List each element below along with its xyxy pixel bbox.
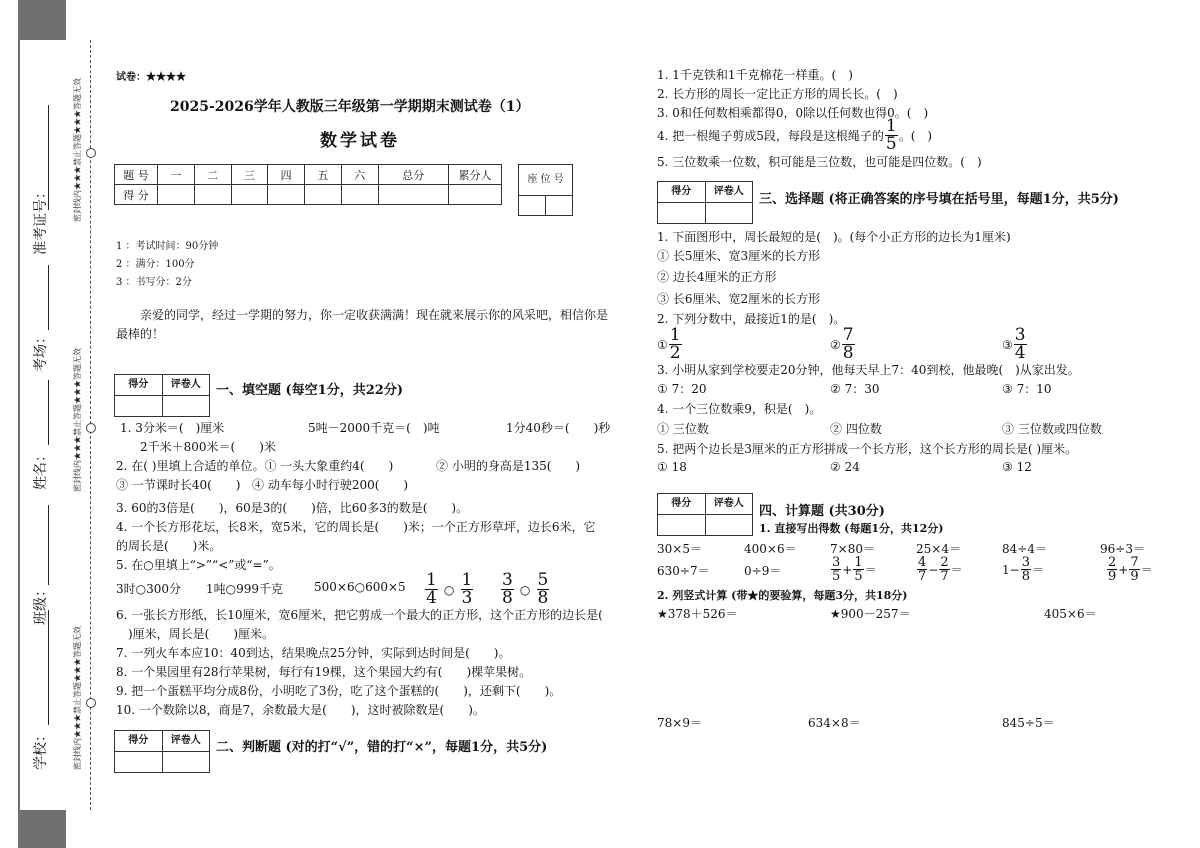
q3-2: 2. 下列分数中，最接近1的是( )。 [657,312,846,326]
q1-5d: $\frac{1}{4}$ ○ $\frac{1}{3}$ [426,570,473,608]
q2-3: 3. 0和任何数相乘都得0，0除以任何数也得0。( ) [657,106,929,120]
secret-level: 试卷：★★★★ [116,72,186,83]
exam-room-label: 考场： [33,330,49,372]
score-cell[interactable] [449,185,502,205]
grader-reviewer-label: 评卷人 [162,731,210,751]
q1-2a: 2. 在( )里填上合适的单位。① 一头大象重约4( ) [116,459,394,473]
q1-4a: 4. 一个长方形花坛，长8米，宽5米，它的周长是( )米；一个正方形草坪，边长6米，它 [116,520,596,534]
score-header: 五 [305,165,342,185]
q3-5: 5. 把两个边长是3厘米的正方形拼成一个长方形，这个长方形的周长是( )厘米。 [657,442,1078,456]
admission-number-label: 准考证号： [33,185,49,255]
fraction: $\frac{7}{8}$ [842,325,854,363]
score-cell[interactable] [305,185,342,205]
grader-box [114,730,210,773]
calc-item: 25×4＝ [916,542,961,556]
q3-3-option-3: ③ 7：10 [1002,382,1052,396]
grader-reviewer-label: 评卷人 [705,494,753,514]
fraction: $\frac{3}{8}$ [502,570,513,608]
q3-3: 3. 小明从家到学校要走20分钟，他每天早上7：40到校，他最晚( )从家出发。 [657,363,1080,377]
fraction: $\frac{1}{4}$ [426,570,437,608]
seal-hole [86,698,96,708]
grader-reviewer-cell[interactable] [162,752,210,772]
calc-fraction-item: $\frac{3}{5}$ + $\frac{1}{5}$ ＝ [832,555,877,584]
seal-hole [86,423,96,433]
fraction: $\frac{2}{9}$ [1108,555,1117,584]
seal-hole [86,148,96,158]
fraction: $\frac{3}{8}$ [1021,555,1030,584]
score-cell[interactable] [378,185,449,205]
calc-item: 630÷7＝ [657,564,710,578]
q1-3: 3. 60的3倍是( )，60是3的( )倍，比60多3的数是( )。 [116,501,469,515]
exam-subtitle: 数学试卷 [320,131,400,151]
grader-score-label: 得分 [671,498,692,509]
seat-cell[interactable] [545,196,572,216]
q3-4-option-3: ③ 三位数或四位数 [1002,422,1102,436]
q1-7: 7. 一列火车本应10：40到达，结果晚点25分钟，实际到达时间是( )。 [116,646,511,660]
calc-item: 7×80＝ [830,542,875,556]
q3-4: 4. 一个三位数乘9，积是( )。 [657,402,822,416]
grader-score-cell[interactable] [115,752,162,772]
q1-10: 10. 一个数除以8，商是7，余数最大是( )，这时被除数是( )。 [116,703,485,717]
score-header: 累分人 [449,165,502,185]
vertical-calc-item: 78×9＝ [657,716,702,730]
q3-2-option-1: ① $\frac{1}{2}$ [657,325,681,363]
vertical-calc-item: 405×6＝ [1044,607,1097,621]
q1-5: 5. 在○里填上“>”“<”或“=”。 [116,558,281,572]
grader-score-label: 得分 [128,379,149,390]
grader-reviewer-label: 评卷人 [705,182,753,202]
section3-heading: 三、选择题 (将正确答案的序号填在括号里，每题1分，共5分) [759,192,1119,207]
fraction: $\frac{1}{5}$ [854,555,863,584]
grader-reviewer-cell[interactable] [705,203,753,223]
calc-item: 30×5＝ [657,542,702,556]
note-writing: 3 ：书写分：2分 [116,277,192,288]
q3-1-option-1: ① 长5厘米、宽3厘米的长方形 [657,249,821,263]
seal-warning: 密封线内★★★禁止答题★★★答题无效 [73,78,82,222]
calc-fraction-item: $\frac{2}{9}$ + $\frac{7}{9}$ ＝ [1108,555,1153,584]
seat-cell[interactable] [519,196,546,216]
fraction: $\frac{1}{5}$ [885,116,897,154]
note-full-score: 2 ：满分：100分 [116,259,195,270]
grader-box [657,181,753,224]
q3-4-option-1: ① 三位数 [657,422,709,436]
name-line [48,380,49,445]
q1-2c: ③ 一节课时长40( ) [116,478,241,492]
calc-item: 84÷4＝ [1002,542,1047,556]
score-header: 六 [341,165,378,185]
fraction: $\frac{3}{5}$ [832,555,841,584]
q1-1b: 5吨－2000千克＝( )吨 [308,421,440,435]
score-header: 四 [268,165,305,185]
fraction: $\frac{7}{9}$ [1130,555,1139,584]
school-label: 学校： [33,728,49,770]
seal-warning: 密封线内★★★禁止答题★★★答题无效 [73,348,82,492]
fraction: $\frac{1}{3}$ [461,570,473,608]
calc-item: 400×6＝ [744,542,797,556]
grader-score-label: 得分 [671,186,692,197]
q3-1-option-2: ② 边长4厘米的正方形 [657,270,777,284]
score-header: 三 [231,165,268,185]
q1-4b: 的周长是( )米。 [116,539,222,553]
grader-reviewer-cell[interactable] [705,515,753,535]
q3-4-option-2: ② 四位数 [830,422,882,436]
q1-6a: 6. 一张长方形纸，长10厘米，宽6厘米，把它剪成一个最大的正方形，这个正方形的边长是( [116,608,603,622]
section1-heading: 一、填空题 (每空1分，共22分) [216,383,403,398]
score-header: 题 号 [115,165,158,185]
vertical-calc-item: ★900－257＝ [830,607,911,621]
q2-4: 4. 把一根绳子剪成5段，每段是这根绳子的 $\frac{1}{5}$ 。( ) [657,116,933,154]
score-table [114,164,502,205]
grader-box [114,374,210,417]
name-label: 姓名： [33,448,49,490]
calc-fraction-item: $\frac{4}{7}$ − $\frac{2}{7}$ ＝ [918,555,963,584]
q3-5-option-2: ② 24 [830,460,860,474]
fraction: $\frac{5}{8}$ [537,570,549,608]
q1-2d: ④ 动车每小时行驶200( ) [252,478,409,492]
binding-strip-inner [20,40,66,810]
q1-6b: )厘米，周长是( )厘米。 [128,627,275,641]
seat-table [518,164,573,216]
vertical-calc-item: 845÷5＝ [1002,716,1055,730]
fraction: $\frac{2}{7}$ [940,555,949,584]
q3-3-option-1: ① 7：20 [657,382,707,396]
calc-item: 96÷3＝ [1100,542,1145,556]
grader-score-cell[interactable] [658,515,705,535]
score-row-label: 得 分 [115,185,158,205]
grader-box [657,493,753,536]
school-line [48,610,49,725]
grader-score-cell[interactable] [115,396,162,416]
q3-1-option-3: ③ 长6厘米、宽2厘米的长方形 [657,292,821,306]
q1-8: 8. 一个果园里有28行苹果树，每行有19棵，这个果园大约有( )棵苹果树。 [116,665,532,679]
q2-2: 2. 长方形的周长一定比正方形的周长长。( ) [657,87,898,101]
fraction: $\frac{1}{2}$ [669,325,681,363]
fraction: $\frac{4}{7}$ [918,555,927,584]
section4-sub1: 1. 直接写出得数 (每题1分，共12分) [759,522,944,535]
seat-label: 座 位 号 [519,165,573,196]
section2-heading: 二、判断题 (对的打“√”，错的打“×”，每题1分，共5分) [216,740,548,755]
calc-fraction-item: 1− $\frac{3}{8}$ ＝ [1002,555,1044,584]
q1-1a: 1. 3分米＝( )厘米 [120,421,225,435]
score-cell[interactable] [268,185,305,205]
score-cell[interactable] [194,185,231,205]
q3-2-option-3: ③ $\frac{3}{4}$ [1002,325,1026,363]
q1-2b: ② 小明的身高是135( ) [436,459,581,473]
calc-item: 0÷9＝ [744,564,782,578]
intro-line-2: 最棒的！ [116,327,165,341]
score-header: 一 [158,165,195,185]
exam-title: 2025-2026学年人教版三年级第一学期期末测试卷（1） [170,99,530,115]
q1-5c: 500×6○600×5 [314,580,406,594]
q1-5a: 3时○300分 [116,582,182,596]
grader-score-label: 得分 [128,735,149,746]
note-time: 1 ：考试时间：90分钟 [116,241,219,252]
score-cell[interactable] [341,185,378,205]
exam-room-line [48,265,49,330]
admission-number-line [48,105,49,210]
q1-9: 9. 把一个蛋糕平均分成8份，小明吃了3份，吃了这个蛋糕的( )，还剩下( )。 [116,684,562,698]
score-header: 总分 [378,165,449,185]
q3-5-option-1: ① 18 [657,460,687,474]
q3-3-option-2: ② 7：30 [830,382,880,396]
score-cell[interactable] [231,185,268,205]
q1-5e: $\frac{3}{8}$ ○ $\frac{5}{8}$ [502,570,549,608]
vertical-calc-item: 634×8＝ [808,716,861,730]
q3-2-option-2: ② $\frac{7}{8}$ [830,325,854,363]
q1-1d: 2千米＋800米＝( )米 [140,440,276,454]
intro-line-1: 亲爱的同学，经过一学期的努力，你一定收获满满！现在就来展示你的风采吧，相信你是 [140,308,609,322]
q3-1: 1. 下面图形中，周长最短的是( )。(每个小正方形的边长为1厘米) [657,230,1011,244]
section4-sub2: 2. 列竖式计算 (带★的要验算，每题3分，共18分) [657,589,908,602]
vertical-calc-item: ★378＋526＝ [657,607,738,621]
fraction: $\frac{3}{4}$ [1014,325,1026,363]
section4-heading: 四、计算题 (共30分) [759,504,885,519]
score-header: 二 [194,165,231,185]
score-cell[interactable] [158,185,195,205]
q2-5: 5. 三位数乘一位数，积可能是三位数，也可能是四位数。( ) [657,155,982,169]
q1-1c: 1分40秒＝( )秒 [506,421,611,435]
class-line [48,505,49,585]
q2-1: 1. 1千克铁和1千克棉花一样重。( ) [657,68,853,82]
grader-reviewer-cell[interactable] [162,396,210,416]
grader-reviewer-label: 评卷人 [162,375,210,395]
grader-score-cell[interactable] [658,203,705,223]
seal-warning: 密封线内★★★禁止答题★★★答题无效 [73,626,82,770]
q3-5-option-3: ③ 12 [1002,460,1032,474]
class-label: 班级： [33,583,49,625]
q1-5b: 1吨○999千克 [206,582,284,596]
